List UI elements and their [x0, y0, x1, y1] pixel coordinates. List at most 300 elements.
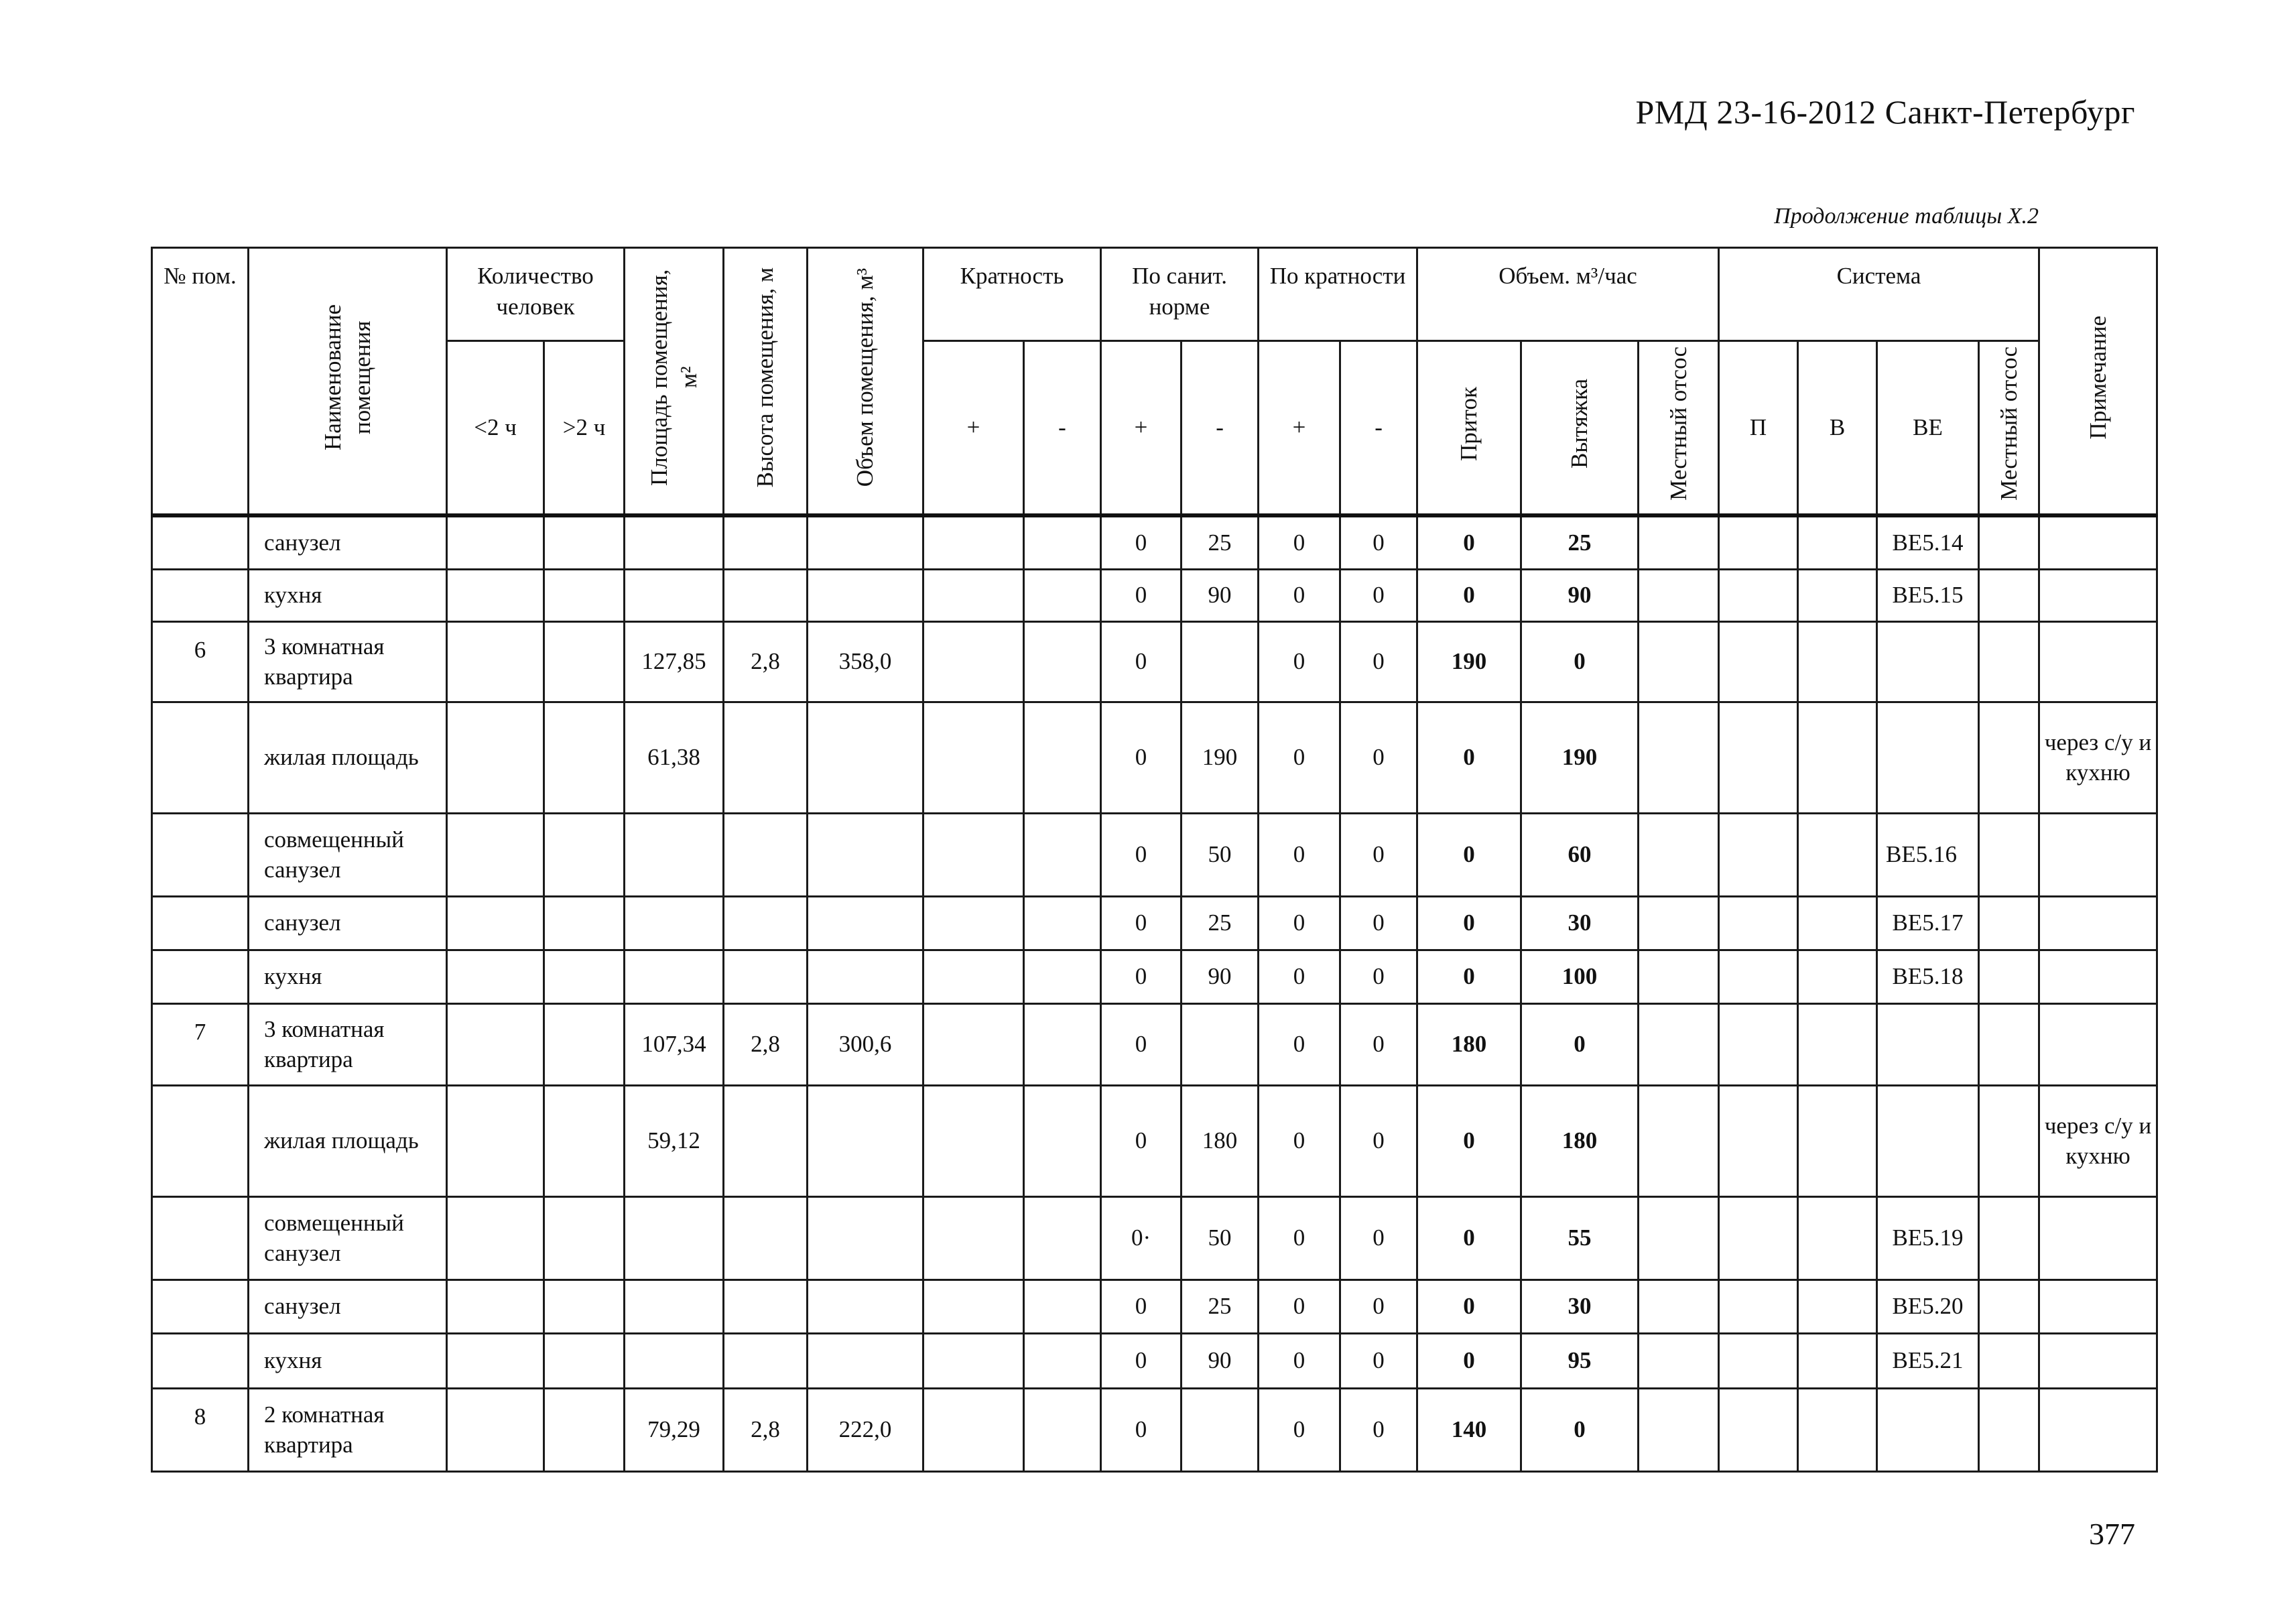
cell-gt2	[544, 621, 625, 702]
header-system: Система	[1719, 248, 2039, 341]
cell-v	[1798, 1003, 1877, 1085]
cell-pk-minus: 0	[1340, 702, 1417, 813]
cell-note	[2039, 950, 2157, 1003]
cell-k-minus	[1024, 896, 1101, 950]
cell-pk-plus: 0	[1259, 702, 1340, 813]
cell-v	[1798, 813, 1877, 896]
cell-pk-plus: 0	[1259, 1085, 1340, 1196]
cell-s-plus: 0·	[1101, 1196, 1182, 1280]
cell-volume	[808, 813, 923, 896]
header-name	[249, 248, 447, 516]
cell-s-minus: 90	[1182, 569, 1259, 621]
cell-v	[1798, 950, 1877, 1003]
header-people: Количество человек	[447, 248, 625, 341]
cell-lt2	[447, 1280, 544, 1333]
header-pk-plus: +	[1259, 341, 1340, 516]
cell-num	[152, 950, 249, 1003]
cell-local2	[1979, 569, 2039, 621]
cell-ve: ВЕ5.17	[1877, 896, 1979, 950]
header-k-minus: -	[1024, 341, 1101, 516]
cell-inflow: 0	[1417, 950, 1521, 1003]
cell-height	[724, 896, 808, 950]
cell-lt2	[447, 813, 544, 896]
table-row	[152, 1085, 2157, 1196]
cell-lt2	[447, 950, 544, 1003]
cell-s-plus: 0	[1101, 1280, 1182, 1333]
cell-s-plus: 0	[1101, 813, 1182, 896]
cell-v	[1798, 1388, 1877, 1471]
cell-local2	[1979, 621, 2039, 702]
cell-area: 107,34	[625, 1003, 724, 1085]
cell-ve: ВЕ5.20	[1877, 1280, 1979, 1333]
cell-p	[1719, 702, 1798, 813]
cell-ve: ВЕ5.18	[1877, 950, 1979, 1003]
cell-k-plus	[923, 1085, 1024, 1196]
cell-exhaust: 25	[1521, 515, 1639, 569]
ventilation-table	[151, 247, 2158, 1473]
header-k-plus: +	[923, 341, 1024, 516]
table-row	[152, 569, 2157, 621]
header-san: По санит. норме	[1101, 248, 1259, 341]
cell-v	[1798, 1333, 1877, 1388]
cell-s-plus: 0	[1101, 515, 1182, 569]
header-note-label: Примечание	[2084, 315, 2111, 439]
cell-s-minus: 90	[1182, 950, 1259, 1003]
cell-area	[625, 515, 724, 569]
cell-name: кухня	[249, 950, 447, 1003]
cell-volume: 300,6	[808, 1003, 923, 1085]
cell-ve	[1877, 1003, 1979, 1085]
cell-gt2	[544, 1085, 625, 1196]
cell-p	[1719, 1333, 1798, 1388]
cell-num	[152, 1333, 249, 1388]
cell-pk-minus: 0	[1340, 1333, 1417, 1388]
cell-p	[1719, 515, 1798, 569]
cell-note	[2039, 1003, 2157, 1085]
cell-pk-minus: 0	[1340, 813, 1417, 896]
cell-p	[1719, 1085, 1798, 1196]
cell-k-minus	[1024, 1280, 1101, 1333]
cell-pk-plus: 0	[1259, 896, 1340, 950]
cell-note: через с/у и кухню	[2039, 1085, 2157, 1196]
header-local2-label: Местный отсос	[1995, 347, 2022, 501]
cell-s-minus	[1182, 1003, 1259, 1085]
cell-local	[1639, 1003, 1719, 1085]
cell-volume: 222,0	[808, 1388, 923, 1471]
cell-s-plus: 0	[1101, 1085, 1182, 1196]
cell-area	[625, 896, 724, 950]
cell-pk-minus: 0	[1340, 621, 1417, 702]
cell-pk-plus: 0	[1259, 1196, 1340, 1280]
cell-pk-plus: 0	[1259, 1333, 1340, 1388]
cell-local	[1639, 813, 1719, 896]
cell-ve	[1877, 1085, 1979, 1196]
cell-v	[1798, 1280, 1877, 1333]
cell-num	[152, 1280, 249, 1333]
cell-local	[1639, 1085, 1719, 1196]
cell-inflow: 0	[1417, 1196, 1521, 1280]
cell-exhaust: 180	[1521, 1085, 1639, 1196]
cell-s-minus: 180	[1182, 1085, 1259, 1196]
header-gt2: >2 ч	[544, 341, 625, 516]
cell-s-minus: 190	[1182, 702, 1259, 813]
cell-k-minus	[1024, 1085, 1101, 1196]
cell-num	[152, 896, 249, 950]
cell-inflow: 180	[1417, 1003, 1521, 1085]
cell-gt2	[544, 515, 625, 569]
cell-exhaust: 190	[1521, 702, 1639, 813]
cell-pk-plus: 0	[1259, 569, 1340, 621]
cell-name: санузел	[249, 896, 447, 950]
cell-height	[724, 1333, 808, 1388]
cell-p	[1719, 1280, 1798, 1333]
cell-s-minus: 25	[1182, 1280, 1259, 1333]
header-volume-label: Объем помещения, м³	[852, 267, 879, 487]
cell-local2	[1979, 515, 2039, 569]
cell-p	[1719, 950, 1798, 1003]
cell-num	[152, 569, 249, 621]
cell-s-minus	[1182, 621, 1259, 702]
cell-height	[724, 950, 808, 1003]
cell-v	[1798, 702, 1877, 813]
cell-volume	[808, 515, 923, 569]
header-kratnost: Кратность	[923, 248, 1101, 341]
header-exhaust-label: Вытяжка	[1566, 379, 1593, 469]
cell-local2	[1979, 1333, 2039, 1388]
header-pokrat: По кратности	[1259, 248, 1417, 341]
cell-name: совмещенный санузел	[249, 813, 447, 896]
cell-pk-minus: 0	[1340, 569, 1417, 621]
cell-k-plus	[923, 896, 1024, 950]
cell-k-minus	[1024, 702, 1101, 813]
cell-area	[625, 1333, 724, 1388]
cell-inflow: 0	[1417, 702, 1521, 813]
table-row	[152, 1003, 2157, 1085]
header-local-label: Местный отсос	[1665, 347, 1692, 501]
cell-volume	[808, 569, 923, 621]
cell-s-minus: 90	[1182, 1333, 1259, 1388]
cell-s-plus: 0	[1101, 621, 1182, 702]
cell-pk-minus: 0	[1340, 896, 1417, 950]
cell-lt2	[447, 896, 544, 950]
cell-local2	[1979, 702, 2039, 813]
cell-name: 3 комнатная квартира	[249, 1003, 447, 1085]
table-row	[152, 702, 2157, 813]
cell-area: 59,12	[625, 1085, 724, 1196]
cell-num	[152, 515, 249, 569]
cell-local	[1639, 1196, 1719, 1280]
cell-ve: ВЕ5.19	[1877, 1196, 1979, 1280]
header-num: № пом.	[152, 248, 249, 516]
cell-area	[625, 569, 724, 621]
cell-k-plus	[923, 515, 1024, 569]
cell-gt2	[544, 569, 625, 621]
cell-s-plus: 0	[1101, 896, 1182, 950]
cell-s-minus: 50	[1182, 813, 1259, 896]
cell-exhaust: 60	[1521, 813, 1639, 896]
cell-local2	[1979, 896, 2039, 950]
cell-num	[152, 1085, 249, 1196]
cell-s-minus	[1182, 1388, 1259, 1471]
header-flow: Объем. м³/час	[1417, 248, 1719, 341]
cell-num: 8	[152, 1388, 249, 1471]
cell-exhaust: 0	[1521, 621, 1639, 702]
cell-area	[625, 1280, 724, 1333]
header-inflow	[1417, 341, 1521, 516]
header-height	[724, 248, 808, 516]
cell-v	[1798, 569, 1877, 621]
cell-ve: ВЕ5.15	[1877, 569, 1979, 621]
cell-exhaust: 95	[1521, 1333, 1639, 1388]
cell-local	[1639, 896, 1719, 950]
cell-pk-minus: 0	[1340, 1388, 1417, 1471]
cell-k-plus	[923, 1196, 1024, 1280]
cell-v	[1798, 896, 1877, 950]
cell-height	[724, 515, 808, 569]
cell-lt2	[447, 1196, 544, 1280]
cell-gt2	[544, 896, 625, 950]
table-row	[152, 515, 2157, 569]
cell-height: 2,8	[724, 621, 808, 702]
cell-p	[1719, 1388, 1798, 1471]
cell-num	[152, 1196, 249, 1280]
cell-height	[724, 569, 808, 621]
cell-s-minus: 25	[1182, 896, 1259, 950]
cell-pk-plus: 0	[1259, 515, 1340, 569]
cell-local2	[1979, 1280, 2039, 1333]
cell-lt2	[447, 1003, 544, 1085]
cell-local	[1639, 621, 1719, 702]
cell-s-plus: 0	[1101, 702, 1182, 813]
cell-area: 127,85	[625, 621, 724, 702]
cell-height	[724, 702, 808, 813]
cell-s-plus: 0	[1101, 569, 1182, 621]
cell-name: санузел	[249, 1280, 447, 1333]
cell-k-plus	[923, 1280, 1024, 1333]
cell-name: совмещенный санузел	[249, 1196, 447, 1280]
cell-s-plus: 0	[1101, 1333, 1182, 1388]
cell-inflow: 190	[1417, 621, 1521, 702]
cell-k-minus	[1024, 813, 1101, 896]
cell-lt2	[447, 1333, 544, 1388]
cell-local	[1639, 569, 1719, 621]
cell-v	[1798, 1196, 1877, 1280]
header-ve: ВЕ	[1877, 341, 1979, 516]
cell-local2	[1979, 950, 2039, 1003]
cell-num	[152, 702, 249, 813]
header-note	[2039, 248, 2157, 516]
cell-area	[625, 1196, 724, 1280]
cell-local	[1639, 515, 1719, 569]
cell-volume	[808, 1085, 923, 1196]
cell-pk-minus: 0	[1340, 950, 1417, 1003]
cell-inflow: 0	[1417, 515, 1521, 569]
cell-area	[625, 813, 724, 896]
cell-s-minus: 25	[1182, 515, 1259, 569]
table-caption: Продолжение таблицы Х.2	[1774, 204, 2039, 229]
cell-k-minus	[1024, 950, 1101, 1003]
cell-k-minus	[1024, 569, 1101, 621]
cell-local	[1639, 1388, 1719, 1471]
cell-lt2	[447, 702, 544, 813]
cell-pk-plus: 0	[1259, 813, 1340, 896]
cell-p	[1719, 896, 1798, 950]
cell-inflow: 0	[1417, 1280, 1521, 1333]
cell-local2	[1979, 1388, 2039, 1471]
cell-exhaust: 30	[1521, 896, 1639, 950]
cell-num: 6	[152, 621, 249, 702]
cell-num: 7	[152, 1003, 249, 1085]
cell-local	[1639, 1333, 1719, 1388]
header-v: В	[1798, 341, 1877, 516]
cell-inflow: 0	[1417, 1085, 1521, 1196]
cell-note	[2039, 1333, 2157, 1388]
cell-s-plus: 0	[1101, 1388, 1182, 1471]
cell-k-minus	[1024, 1388, 1101, 1471]
table-row	[152, 1196, 2157, 1280]
table-row	[152, 621, 2157, 702]
cell-height	[724, 1196, 808, 1280]
cell-volume	[808, 896, 923, 950]
cell-area	[625, 950, 724, 1003]
header-p: П	[1719, 341, 1798, 516]
header-lt2: <2 ч	[447, 341, 544, 516]
header-inflow-label: Приток	[1456, 386, 1482, 461]
cell-gt2	[544, 1388, 625, 1471]
cell-lt2	[447, 515, 544, 569]
cell-local	[1639, 950, 1719, 1003]
header-pk-minus: -	[1340, 341, 1417, 516]
cell-k-plus	[923, 950, 1024, 1003]
cell-local2	[1979, 1003, 2039, 1085]
cell-inflow: 0	[1417, 896, 1521, 950]
cell-p	[1719, 1003, 1798, 1085]
cell-note	[2039, 621, 2157, 702]
cell-local2	[1979, 1196, 2039, 1280]
cell-note	[2039, 896, 2157, 950]
cell-gt2	[544, 702, 625, 813]
header-volume	[808, 248, 923, 516]
header-s-plus: +	[1101, 341, 1182, 516]
table-row	[152, 950, 2157, 1003]
cell-ve: ВЕ5.16	[1877, 813, 1979, 896]
table-row	[152, 1333, 2157, 1388]
cell-inflow: 0	[1417, 813, 1521, 896]
cell-lt2	[447, 569, 544, 621]
cell-note	[2039, 1196, 2157, 1280]
cell-local	[1639, 702, 1719, 813]
cell-k-plus	[923, 621, 1024, 702]
cell-name: жилая площадь	[249, 702, 447, 813]
cell-pk-plus: 0	[1259, 621, 1340, 702]
cell-gt2	[544, 1280, 625, 1333]
cell-pk-plus: 0	[1259, 1280, 1340, 1333]
cell-s-minus: 50	[1182, 1196, 1259, 1280]
cell-inflow: 140	[1417, 1388, 1521, 1471]
cell-name: 2 комнатная квартира	[249, 1388, 447, 1471]
cell-ve: ВЕ5.14	[1877, 515, 1979, 569]
cell-k-minus	[1024, 1003, 1101, 1085]
cell-gt2	[544, 1003, 625, 1085]
cell-name: кухня	[249, 569, 447, 621]
cell-p	[1719, 621, 1798, 702]
cell-k-minus	[1024, 1333, 1101, 1388]
cell-pk-minus: 0	[1340, 515, 1417, 569]
cell-ve	[1877, 702, 1979, 813]
cell-inflow: 0	[1417, 569, 1521, 621]
cell-lt2	[447, 1388, 544, 1471]
cell-v	[1798, 1085, 1877, 1196]
cell-pk-plus: 0	[1259, 1388, 1340, 1471]
cell-pk-plus: 0	[1259, 1003, 1340, 1085]
cell-gt2	[544, 813, 625, 896]
cell-volume: 358,0	[808, 621, 923, 702]
cell-v	[1798, 515, 1877, 569]
cell-lt2	[447, 621, 544, 702]
cell-exhaust: 55	[1521, 1196, 1639, 1280]
cell-exhaust: 100	[1521, 950, 1639, 1003]
cell-gt2	[544, 1333, 625, 1388]
cell-k-plus	[923, 1388, 1024, 1471]
cell-lt2	[447, 1085, 544, 1196]
cell-pk-minus: 0	[1340, 1196, 1417, 1280]
cell-height	[724, 813, 808, 896]
table-row	[152, 1388, 2157, 1471]
page-number: 377	[2089, 1517, 2135, 1551]
cell-p	[1719, 569, 1798, 621]
cell-k-plus	[923, 702, 1024, 813]
cell-area: 61,38	[625, 702, 724, 813]
cell-pk-plus: 0	[1259, 950, 1340, 1003]
cell-k-minus	[1024, 621, 1101, 702]
cell-area: 79,29	[625, 1388, 724, 1471]
cell-name: жилая площадь	[249, 1085, 447, 1196]
cell-volume	[808, 1196, 923, 1280]
cell-name: санузел	[249, 515, 447, 569]
cell-k-plus	[923, 1003, 1024, 1085]
cell-exhaust: 0	[1521, 1003, 1639, 1085]
cell-height	[724, 1280, 808, 1333]
cell-name: кухня	[249, 1333, 447, 1388]
cell-k-plus	[923, 813, 1024, 896]
cell-exhaust: 90	[1521, 569, 1639, 621]
cell-k-minus	[1024, 1196, 1101, 1280]
cell-volume	[808, 950, 923, 1003]
header-height-label: Высота помещения, м	[752, 267, 779, 487]
table-row	[152, 813, 2157, 896]
cell-note	[2039, 1280, 2157, 1333]
cell-local2	[1979, 813, 2039, 896]
table-row	[152, 896, 2157, 950]
cell-p	[1719, 813, 1798, 896]
cell-ve: ВЕ5.21	[1877, 1333, 1979, 1388]
header-area	[625, 248, 724, 516]
cell-height: 2,8	[724, 1388, 808, 1471]
cell-exhaust: 0	[1521, 1388, 1639, 1471]
cell-note: через с/у и кухню	[2039, 702, 2157, 813]
cell-ve	[1877, 621, 1979, 702]
table-row	[152, 1280, 2157, 1333]
cell-v	[1798, 621, 1877, 702]
cell-exhaust: 30	[1521, 1280, 1639, 1333]
cell-k-plus	[923, 1333, 1024, 1388]
cell-height: 2,8	[724, 1003, 808, 1085]
cell-note	[2039, 1388, 2157, 1471]
cell-note	[2039, 569, 2157, 621]
cell-ve	[1877, 1388, 1979, 1471]
cell-k-minus	[1024, 515, 1101, 569]
header-area-label: Площадь помещения, м²	[645, 269, 702, 486]
